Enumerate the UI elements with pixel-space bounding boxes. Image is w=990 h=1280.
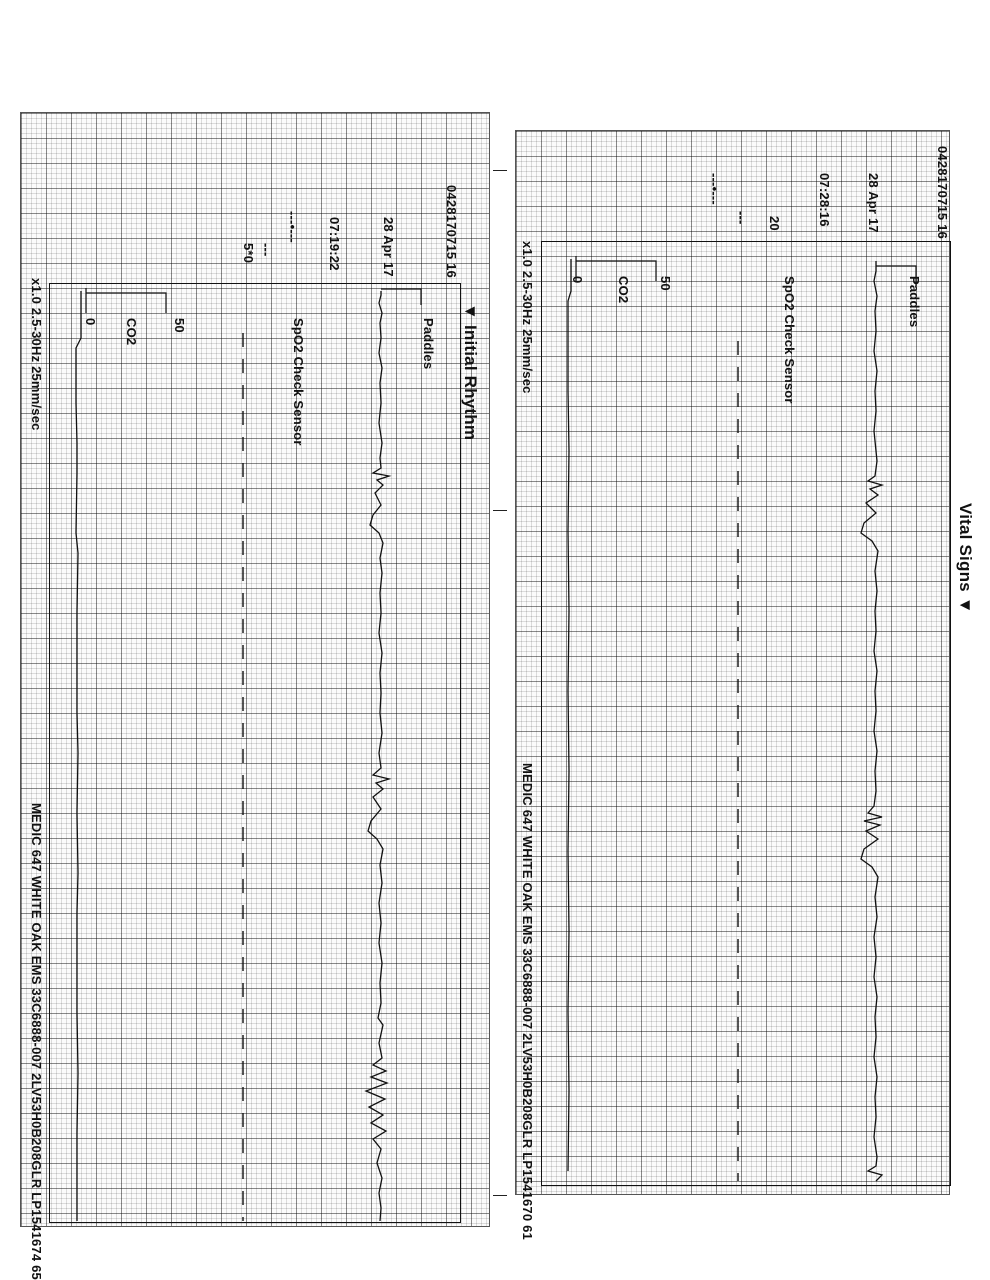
gain-filter-speed: x1.0 2.5-30Hz 25mm/sec [29, 278, 44, 431]
pulse-dashes: --- [734, 211, 749, 225]
waveform-traces [516, 131, 951, 1196]
spo2-label: SpO2 Check Sensor [782, 276, 797, 404]
event-title: Vital Signs ▼ [956, 503, 975, 614]
time: 07:28:16 [817, 173, 832, 227]
co2-trace [76, 291, 81, 1221]
record-id: 0428170715 16 [444, 185, 459, 278]
ecg-trace [366, 291, 389, 1221]
pulse-dashes: --- [259, 243, 274, 257]
co2-scale-top: 50 [658, 276, 673, 291]
device-footer: MEDIC 647 WHITE OAK EMS 33C6888-007 2LV53H0B208GLR LP1541670 61 [520, 763, 535, 1240]
spo2-label: SpO2 Check Sensor [291, 318, 306, 446]
time: 07:19:22 [327, 217, 342, 271]
lead-label: Paddles [907, 276, 922, 328]
record-id: 0428170715 16 [935, 146, 950, 239]
spo2-value: ---•--- [285, 211, 300, 243]
spo2-dashes: ---•--- [707, 173, 722, 205]
gain-filter-speed: x1.0 2.5-30Hz 25mm/sec [520, 241, 535, 394]
ecg-trace [861, 261, 882, 1181]
co2-scale-zero: 0 [83, 318, 98, 326]
margin-mark [493, 170, 507, 171]
margin-mark [493, 510, 507, 511]
pulse-value: 5*0 [241, 243, 256, 264]
lead-label: Paddles [421, 318, 436, 370]
waveform-traces [21, 113, 491, 1228]
co2-scale-top: 50 [172, 318, 187, 333]
date: 28 Apr 17 [866, 173, 881, 233]
event-title: ▼ Initial Rhythm [461, 303, 480, 441]
co2-label: CO2 [124, 318, 139, 346]
co2-label: CO2 [616, 276, 631, 304]
margin-mark [493, 1195, 507, 1196]
co2-scale-bracket [86, 288, 166, 313]
ecg-strip-vital-signs [515, 130, 975, 1240]
spo2-value: 20 [767, 216, 782, 231]
ecg-strip-initial-rhythm [20, 112, 490, 1280]
co2-trace [568, 259, 571, 1171]
date: 28 Apr 17 [381, 217, 396, 277]
co2-scale-zero: 0 [570, 276, 585, 284]
device-footer: MEDIC 647 WHITE OAK EMS 33C6888-007 2LV53H0B208GLR LP1541674 65 [29, 803, 44, 1280]
lead-marker [381, 289, 421, 305]
